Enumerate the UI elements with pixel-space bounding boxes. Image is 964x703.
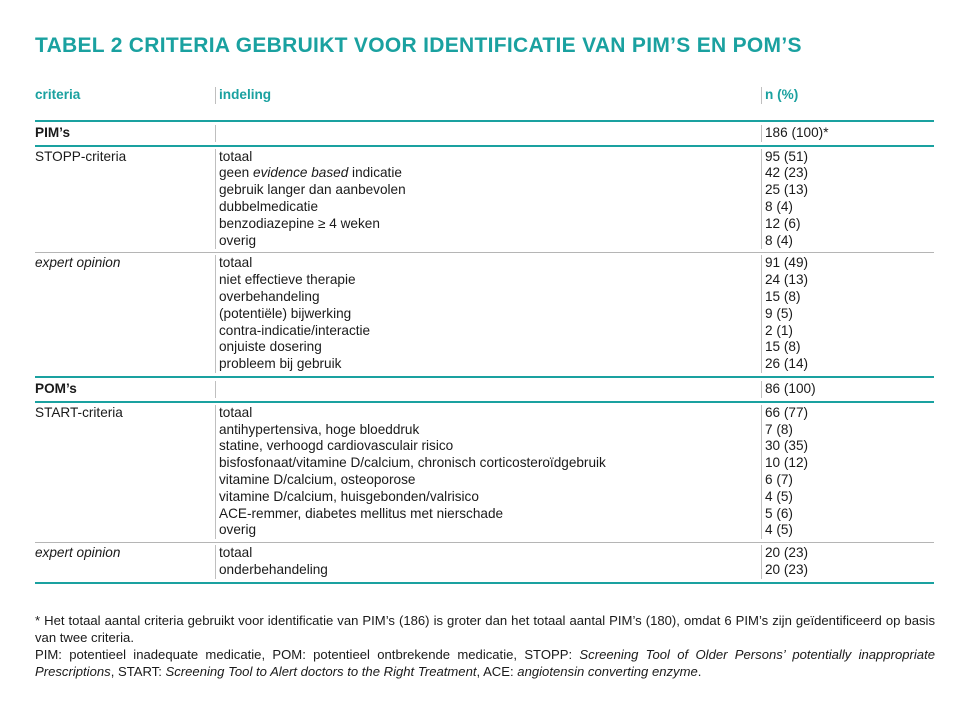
item-value: 2 (1) <box>765 322 793 338</box>
header-n: n (%) <box>761 87 934 104</box>
subgroup-row <box>35 543 934 584</box>
item-value: 42 (23) <box>765 165 809 181</box>
subgroup-row <box>35 147 934 254</box>
subgroup-items <box>215 405 761 539</box>
item-text: totaal <box>219 545 253 561</box>
item-value: 12 (6) <box>765 215 801 231</box>
footnote-asterisk: * Het totaal aantal criteria gebruikt voor identificatie van PIM’s (186) is groter dan het totaal aantal PIM’s (180), omdat 6 PIM’s zijn geïdentificeerd op basis van twee criteria. <box>35 613 935 645</box>
item-value: 25 (13) <box>765 182 809 198</box>
subgroup-label: expert opinion <box>35 255 121 271</box>
subgroup-values <box>761 255 934 373</box>
subgroup-label: STOPP-criteria <box>35 148 127 164</box>
item-value: 4 (5) <box>765 488 793 504</box>
item-value: 9 (5) <box>765 305 793 321</box>
item-text: niet effectieve therapie <box>219 272 356 288</box>
item-value: 30 (35) <box>765 438 809 454</box>
item-text: benzodiazepine ≥ 4 weken <box>219 215 380 231</box>
item-value: 26 (14) <box>765 356 809 372</box>
subgroup-items <box>215 255 761 373</box>
item-text: vitamine D/calcium, huisgebonden/valrisico <box>219 488 479 504</box>
item-text-part: indicatie <box>348 165 402 181</box>
item-text: totaal <box>219 404 253 420</box>
footnote-abbreviations <box>35 646 935 680</box>
item-text: antihypertensiva, hoge bloeddruk <box>219 421 420 437</box>
item-value: 95 (51) <box>765 148 809 164</box>
footnote-abbr-part: , ACE: <box>476 664 518 679</box>
item-value: 10 (12) <box>765 455 809 471</box>
item-value: 5 (6) <box>765 505 793 521</box>
subgroup-items <box>215 149 761 250</box>
item-value: 24 (13) <box>765 272 809 288</box>
item-value: 4 (5) <box>765 522 793 538</box>
group-label: PIM’s <box>35 124 70 140</box>
subgroup-row <box>35 403 934 543</box>
footnotes <box>35 612 935 680</box>
item-text-italic: evidence based <box>253 165 349 181</box>
group-row <box>35 122 934 147</box>
item-text: dubbelmedicatie <box>219 198 318 214</box>
footnote-abbr-ace: angiotensin converting enzyme <box>517 664 698 679</box>
footnote-abbr-stopp: Screening Tool of Older Persons’ potentially inappropriate Prescriptions <box>35 647 936 679</box>
item-text: totaal <box>219 148 253 164</box>
item-value: 8 (4) <box>765 232 793 248</box>
group-indeling-empty <box>215 381 761 398</box>
footnote-abbr-start: Screening Tool to Alert doctors to the Right Treatment <box>165 664 477 679</box>
footnote-abbr-part: . <box>697 664 702 679</box>
item-text: overbehandeling <box>219 288 320 304</box>
item-text: gebruik langer dan aanbevolen <box>219 182 406 198</box>
item-value: 91 (49) <box>765 255 809 271</box>
item-text: onjuiste dosering <box>219 339 322 355</box>
header-indeling: indeling <box>215 87 761 104</box>
item-value: 6 (7) <box>765 471 793 487</box>
subgroup-label: expert opinion <box>35 545 121 561</box>
table-title: TABEL 2 CRITERIA GEBRUIKT VOOR IDENTIFICATIE VAN PIM’S EN POM’S <box>35 34 802 57</box>
footnote-abbr-part: PIM: potentieel inadequate medicatie, POM: potentieel ontbrekende medicatie, STOPP: <box>35 647 580 662</box>
subgroup-values <box>761 545 934 579</box>
item-value: 20 (23) <box>765 545 809 561</box>
item-text <box>219 165 761 182</box>
item-value: 8 (4) <box>765 198 793 214</box>
subgroup-items <box>215 545 761 579</box>
criteria-table <box>35 82 934 584</box>
group-value: 86 (100) <box>761 381 934 398</box>
subgroup-values <box>761 405 934 539</box>
item-value: 15 (8) <box>765 288 801 304</box>
item-text: ACE-remmer, diabetes mellitus met nierschade <box>219 505 504 521</box>
item-text: probleem bij gebruik <box>219 356 342 372</box>
item-value: 66 (77) <box>765 404 809 420</box>
item-text: contra-indicatie/interactie <box>219 322 371 338</box>
item-value: 7 (8) <box>765 421 793 437</box>
item-text: (potentiële) bijwerking <box>219 305 352 321</box>
item-text: overig <box>219 232 257 248</box>
item-value: 20 (23) <box>765 561 809 577</box>
subgroup-values <box>761 149 934 250</box>
item-text: statine, verhoogd cardiovasculair risico <box>219 438 454 454</box>
group-label: POM’s <box>35 380 77 396</box>
item-text-part: geen <box>219 165 254 181</box>
group-value: 186 (100)* <box>761 125 934 142</box>
item-text: totaal <box>219 255 253 271</box>
header-criteria: criteria <box>35 87 81 102</box>
item-text: overig <box>219 522 257 538</box>
footnote-abbr-part: , START: <box>110 664 166 679</box>
subgroup-row <box>35 253 934 378</box>
item-text: vitamine D/calcium, osteoporose <box>219 471 416 487</box>
item-text: bisfosfonaat/vitamine D/calcium, chronisch corticosteroïdgebruik <box>219 455 606 471</box>
table-header-row <box>35 82 934 122</box>
item-value: 15 (8) <box>765 339 801 355</box>
item-text: onderbehandeling <box>219 561 328 577</box>
group-row <box>35 378 934 403</box>
table-body <box>35 122 934 584</box>
subgroup-label: START-criteria <box>35 404 123 420</box>
group-indeling-empty <box>215 125 761 142</box>
